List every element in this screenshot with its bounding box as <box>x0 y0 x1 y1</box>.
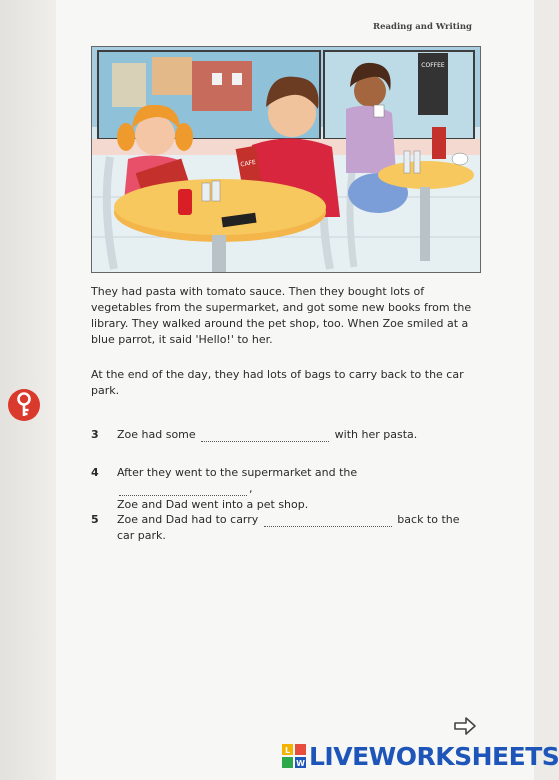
question-number: 4 <box>91 466 99 479</box>
answer-input-3[interactable] <box>201 430 329 442</box>
question-text: After they went to the supermarket and the <box>117 466 358 479</box>
key-icon <box>7 388 41 422</box>
answer-input-5[interactable] <box>264 515 392 527</box>
cafe-illustration <box>91 46 481 273</box>
question-text: , <box>249 482 253 495</box>
question-number: 5 <box>91 513 99 526</box>
question-text: Zoe and Dad had to carry <box>117 513 259 526</box>
section-header: Reading and Writing <box>373 22 472 32</box>
liveworksheets-logo <box>282 742 559 770</box>
question-text: Zoe had some <box>117 428 196 441</box>
question-text: with her pasta. <box>334 428 418 441</box>
badge-letter: L <box>284 746 291 755</box>
question-text: back to the <box>397 513 460 526</box>
cafe-scene-image <box>92 47 480 272</box>
coffee-sign: COFFEE <box>421 62 445 69</box>
logo-wordmark: LIVEWORKSHEETS <box>309 741 559 771</box>
story-paragraph-2: At the end of the day, they had lots of bags to carry back to the car park. <box>91 368 464 397</box>
worksheet-page <box>56 0 559 780</box>
question-text-line2: car park. <box>117 529 166 542</box>
cafe-menu-sign: CAFE <box>239 158 257 169</box>
badge-letter: W <box>296 759 305 768</box>
story-paragraph-1: They had pasta with tomato sauce. Then they bought lots of vegetables from the supermarket, and got some new books from the library. They walked around the pet shop, too. When Zoe smiled at a blue parrot, it said 'Hello!' to her. <box>91 285 472 346</box>
next-arrow-icon[interactable] <box>453 716 477 736</box>
answer-input-4[interactable] <box>119 484 247 496</box>
question-number: 3 <box>91 428 99 441</box>
liveworksheets-badge-icon <box>282 744 306 768</box>
question-text-line2: Zoe and Dad went into a pet shop. <box>117 498 309 511</box>
